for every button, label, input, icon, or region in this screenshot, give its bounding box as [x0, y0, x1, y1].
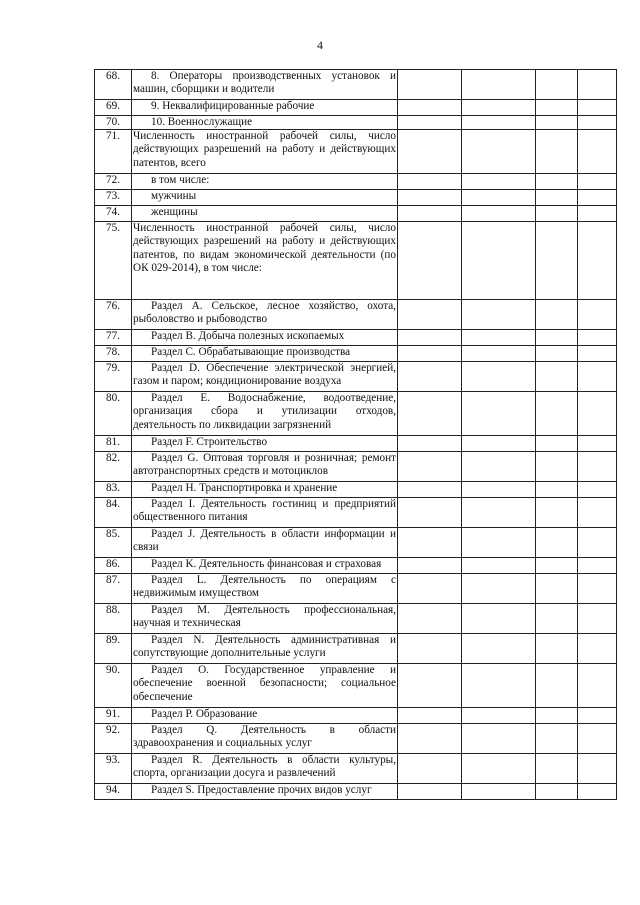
page-number: 4 [317, 38, 323, 52]
empty-value-cell [398, 604, 462, 634]
empty-value-cell [398, 100, 462, 116]
row-number: 68. [95, 70, 132, 100]
empty-value-cell [536, 498, 578, 528]
empty-value-cell [578, 190, 617, 206]
row-label: Раздел K. Деятельность финансовая и страховая [132, 558, 398, 574]
empty-value-cell [462, 346, 536, 362]
empty-value-cell [536, 330, 578, 346]
row-label: 8. Операторы производственных установок и машин, сборщики и водители [132, 70, 398, 100]
empty-value-cell [536, 116, 578, 130]
empty-value-cell [578, 754, 617, 784]
row-label: Раздел Р. Образование [132, 708, 398, 724]
empty-value-cell [578, 528, 617, 558]
row-number: 93. [95, 754, 132, 784]
empty-value-cell [578, 206, 617, 222]
table-row [95, 754, 617, 784]
empty-value-cell [462, 330, 536, 346]
empty-value-cell [462, 482, 536, 498]
row-label: Раздел Е. Водоснабжение, водоотведение, организация сбора и утилизации отходов, деятельность по ликвидации загрязнений [132, 392, 398, 436]
row-label: Раздел N. Деятельность административная и сопутствующие дополнительные услуги [132, 634, 398, 664]
empty-value-cell [462, 100, 536, 116]
empty-value-cell [462, 664, 536, 708]
empty-value-cell [398, 634, 462, 664]
empty-value-cell [536, 558, 578, 574]
table-row [95, 664, 617, 708]
row-label: Раздел Q. Деятельность в области здравоохранения и социальных услуг [132, 724, 398, 754]
empty-value-cell [536, 190, 578, 206]
empty-value-cell [462, 130, 536, 174]
row-label: Раздел D. Обеспечение электрической энергией, газом и паром; кондиционирование воздуха [132, 362, 398, 392]
empty-value-cell [578, 130, 617, 174]
row-number: 77. [95, 330, 132, 346]
empty-value-cell [398, 392, 462, 436]
empty-value-cell [536, 222, 578, 300]
empty-value-cell [578, 574, 617, 604]
empty-value-cell [578, 330, 617, 346]
table-row [95, 436, 617, 452]
table-row [95, 634, 617, 664]
empty-value-cell [398, 436, 462, 452]
empty-value-cell [536, 174, 578, 190]
empty-value-cell [578, 558, 617, 574]
empty-value-cell [578, 362, 617, 392]
empty-value-cell [398, 498, 462, 528]
row-label: 9. Неквалифицированные рабочие [132, 100, 398, 116]
empty-value-cell [536, 70, 578, 100]
empty-value-cell [536, 754, 578, 784]
table-row [95, 724, 617, 754]
empty-value-cell [462, 436, 536, 452]
row-number: 91. [95, 708, 132, 724]
empty-value-cell [536, 482, 578, 498]
empty-value-cell [578, 724, 617, 754]
empty-value-cell [536, 604, 578, 634]
table-row [95, 300, 617, 330]
empty-value-cell [398, 174, 462, 190]
row-label: Раздел J. Деятельность в области информации и связи [132, 528, 398, 558]
row-label: Раздел А. Сельское, лесное хозяйство, охота, рыболовство и рыбоводство [132, 300, 398, 330]
empty-value-cell [398, 574, 462, 604]
empty-value-cell [462, 300, 536, 330]
empty-value-cell [462, 116, 536, 130]
empty-value-cell [398, 130, 462, 174]
empty-value-cell [398, 724, 462, 754]
empty-value-cell [462, 754, 536, 784]
row-number: 92. [95, 724, 132, 754]
table-row [95, 528, 617, 558]
empty-value-cell [462, 70, 536, 100]
table-row [95, 346, 617, 362]
table-row [95, 604, 617, 634]
row-label: Раздел G. Оптовая торговля и розничная; ремонт автотранспортных средств и мотоциклов [132, 452, 398, 482]
empty-value-cell [398, 330, 462, 346]
empty-value-cell [462, 574, 536, 604]
row-label: 10. Военнослужащие [132, 116, 398, 130]
table-row [95, 574, 617, 604]
row-label: Раздел L. Деятельность по операциям с недвижимым имуществом [132, 574, 398, 604]
table-row [95, 498, 617, 528]
empty-value-cell [398, 346, 462, 362]
empty-value-cell [462, 222, 536, 300]
empty-value-cell [578, 708, 617, 724]
row-number: 84. [95, 498, 132, 528]
table-row [95, 708, 617, 724]
empty-value-cell [462, 634, 536, 664]
empty-value-cell [462, 206, 536, 222]
row-number: 72. [95, 174, 132, 190]
table-row [95, 452, 617, 482]
empty-value-cell [578, 452, 617, 482]
empty-value-cell [578, 436, 617, 452]
row-label: Численность иностранной рабочей силы, число действующих разрешений на работу и действующих патентов, по видам экономической деятельности (по ОК 029-2014), в том числе: [132, 222, 398, 300]
empty-value-cell [398, 190, 462, 206]
empty-value-cell [398, 558, 462, 574]
empty-value-cell [578, 664, 617, 708]
empty-value-cell [536, 392, 578, 436]
empty-value-cell [398, 708, 462, 724]
empty-value-cell [536, 362, 578, 392]
empty-value-cell [536, 574, 578, 604]
table-row [95, 558, 617, 574]
empty-value-cell [462, 362, 536, 392]
statistics-table [94, 69, 617, 800]
empty-value-cell [398, 528, 462, 558]
empty-value-cell [536, 346, 578, 362]
empty-value-cell [536, 664, 578, 708]
empty-value-cell [578, 392, 617, 436]
row-number: 89. [95, 634, 132, 664]
empty-value-cell [536, 708, 578, 724]
empty-value-cell [462, 498, 536, 528]
row-label: Раздел О. Государственное управление и обеспечение военной безопасности; социальное обеспечение [132, 664, 398, 708]
row-number: 90. [95, 664, 132, 708]
empty-value-cell [536, 206, 578, 222]
table-row [95, 330, 617, 346]
empty-value-cell [578, 784, 617, 800]
row-number: 82. [95, 452, 132, 482]
empty-value-cell [536, 436, 578, 452]
table-row [95, 362, 617, 392]
empty-value-cell [398, 784, 462, 800]
row-label: Раздел F. Строительство [132, 436, 398, 452]
empty-value-cell [398, 206, 462, 222]
row-number: 79. [95, 362, 132, 392]
empty-value-cell [462, 558, 536, 574]
empty-value-cell [462, 708, 536, 724]
row-label: в том числе: [132, 174, 398, 190]
empty-value-cell [462, 784, 536, 800]
empty-value-cell [536, 528, 578, 558]
row-number: 78. [95, 346, 132, 362]
row-number: 70. [95, 116, 132, 130]
empty-value-cell [398, 362, 462, 392]
empty-value-cell [536, 724, 578, 754]
table-row [95, 784, 617, 800]
empty-value-cell [398, 116, 462, 130]
empty-value-cell [578, 70, 617, 100]
empty-value-cell [462, 392, 536, 436]
empty-value-cell [462, 190, 536, 206]
empty-value-cell [462, 604, 536, 634]
empty-value-cell [462, 528, 536, 558]
table-row [95, 130, 617, 174]
row-label: женщины [132, 206, 398, 222]
row-number: 85. [95, 528, 132, 558]
empty-value-cell [578, 116, 617, 130]
empty-value-cell [578, 222, 617, 300]
empty-value-cell [536, 634, 578, 664]
row-label: Численность иностранной рабочей силы, число действующих разрешений на работу и действующих патентов, всего [132, 130, 398, 174]
empty-value-cell [398, 452, 462, 482]
empty-value-cell [536, 784, 578, 800]
table-row [95, 190, 617, 206]
table-row [95, 174, 617, 190]
row-number: 75. [95, 222, 132, 300]
row-number: 73. [95, 190, 132, 206]
table-row [95, 392, 617, 436]
row-label: Раздел С. Обрабатывающие производства [132, 346, 398, 362]
empty-value-cell [398, 300, 462, 330]
empty-value-cell [578, 346, 617, 362]
empty-value-cell [398, 70, 462, 100]
empty-value-cell [578, 634, 617, 664]
empty-value-cell [398, 664, 462, 708]
row-label: Раздел Н. Транспортировка и хранение [132, 482, 398, 498]
empty-value-cell [536, 100, 578, 116]
empty-value-cell [578, 100, 617, 116]
row-label: Раздел М. Деятельность профессиональная, научная и техническая [132, 604, 398, 634]
empty-value-cell [462, 452, 536, 482]
empty-value-cell [578, 300, 617, 330]
row-number: 69. [95, 100, 132, 116]
empty-value-cell [536, 130, 578, 174]
row-label: Раздел В. Добыча полезных ископаемых [132, 330, 398, 346]
table-row [95, 482, 617, 498]
row-number: 87. [95, 574, 132, 604]
empty-value-cell [462, 724, 536, 754]
row-label: Раздел I. Деятельность гостиниц и предприятий общественного питания [132, 498, 398, 528]
row-label: Раздел R. Деятельность в области культуры, спорта, организации досуга и развлечений [132, 754, 398, 784]
table-row [95, 116, 617, 130]
row-number: 81. [95, 436, 132, 452]
row-number: 88. [95, 604, 132, 634]
empty-value-cell [462, 174, 536, 190]
table-row [95, 222, 617, 300]
row-number: 86. [95, 558, 132, 574]
row-label: мужчины [132, 190, 398, 206]
table-row [95, 70, 617, 100]
row-number: 94. [95, 784, 132, 800]
empty-value-cell [398, 754, 462, 784]
empty-value-cell [536, 452, 578, 482]
table-row [95, 100, 617, 116]
empty-value-cell [398, 482, 462, 498]
row-number: 71. [95, 130, 132, 174]
empty-value-cell [578, 604, 617, 634]
empty-value-cell [536, 300, 578, 330]
table-row [95, 206, 617, 222]
row-number: 74. [95, 206, 132, 222]
empty-value-cell [398, 222, 462, 300]
row-label: Раздел S. Предоставление прочих видов услуг [132, 784, 398, 800]
empty-value-cell [578, 498, 617, 528]
empty-value-cell [578, 174, 617, 190]
row-number: 76. [95, 300, 132, 330]
empty-value-cell [578, 482, 617, 498]
row-number: 80. [95, 392, 132, 436]
row-number: 83. [95, 482, 132, 498]
